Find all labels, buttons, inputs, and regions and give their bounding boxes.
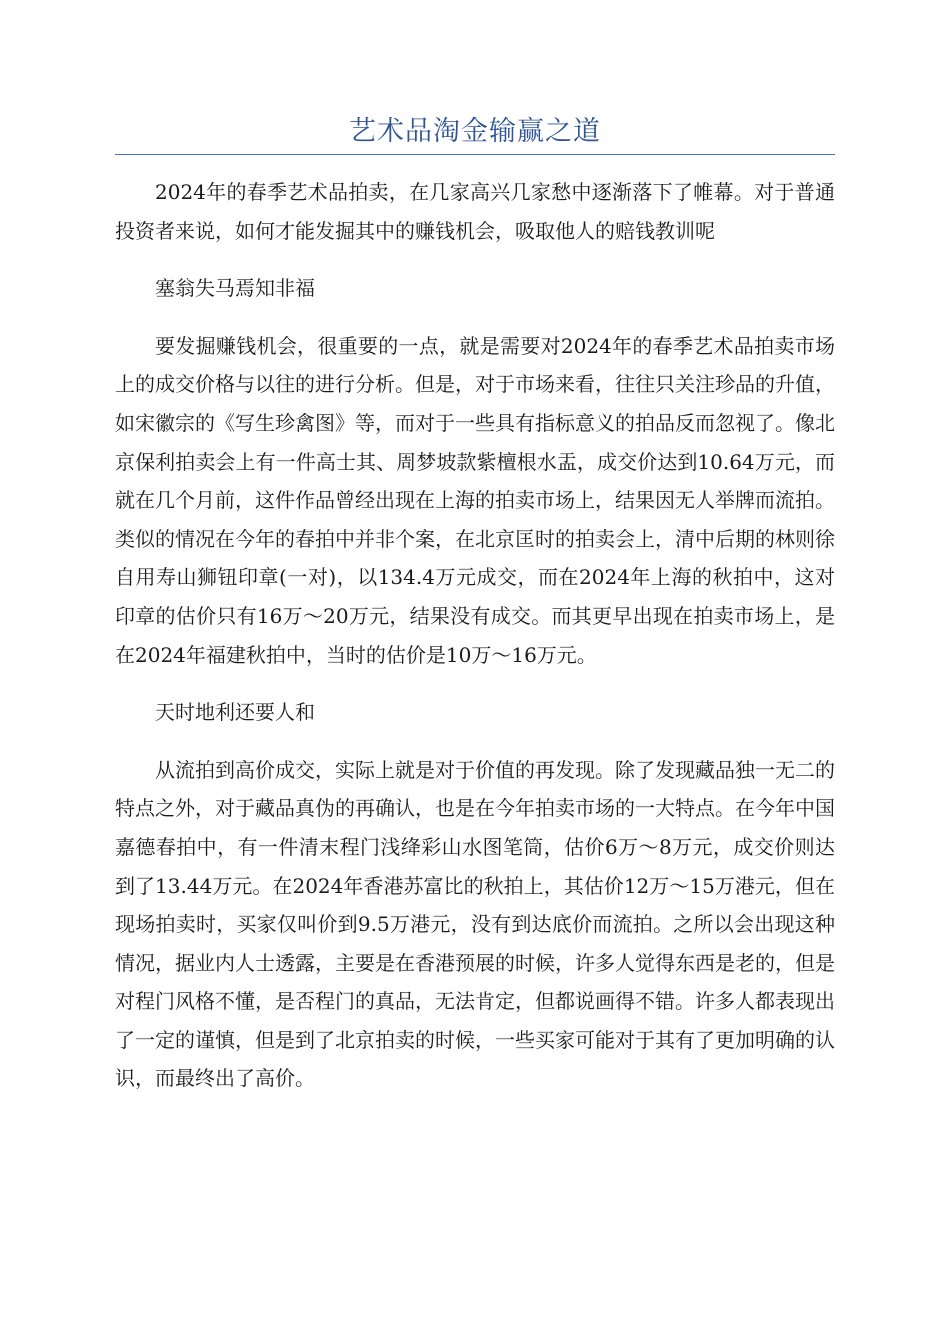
paragraph-body-2: 从流拍到高价成交，实际上就是对于价值的再发现。除了发现藏品独一无二的特点之外，对于藏品真伪的再确认，也是在今年拍卖市场的一大特点。在今年中国嘉德春拍中，有一件清末程门浅绛彩山水图笔筒，估价6万～8万元，成交价则达到了13.44万元。在2024年香港苏富比的秋拍上，其估价12万～15万港元，但在现场拍卖时，买家仅叫价到9.5万港元，没有到达底价而流拍。之所以会出现这种情况，据业内人士透露，主要是在香港预展的时候，许多人觉得东西是老的，但是对程门风格不懂，是否程门的真品，无法肯定，但都说画得不错。许多人都表现出了一定的谨慎，但是到了北京拍卖的时候，一些买家可能对于其有了更加明确的认识，而最终出了高价。 <box>115 757 835 1091</box>
section-heading-1: 塞翁失马焉知非福 <box>155 276 315 301</box>
paragraph-intro: 2024年的春季艺术品拍卖，在几家高兴几家愁中逐渐落下了帷幕。对于普通投资者来说，如何才能发掘其中的赚钱机会，吸取他人的赔钱教训呢 <box>115 180 835 243</box>
document-title: 艺术品淘金输赢之道 <box>349 116 601 147</box>
paragraph-body-1: 要发掘赚钱机会，很重要的一点，就是需要对2024年的春季艺术品拍卖市场上的成交价格与以往的进行分析。但是，对于市场来看，往往只关注珍品的升值，如宋徽宗的《写生珍禽图》等，而对于一些具有指标意义的拍品反而忽视了。像北京保利拍卖会上有一件高士其、周梦坡款紫檀根水盂，成交价达到10.64万元，而就在几个月前，这件作品曾经出现在上海的拍卖市场上，结果因无人举牌而流拍。类似的情况在今年的春拍中并非个案，在北京匡时的拍卖会上，清中后期的林则徐自用寿山狮钮印章(一对)，以134.4万元成交，而在2024年上海的秋拍中，这对印章的估价只有16万～20万元，结果没有成交。而其更早出现在拍卖市场上，是在2024年福建秋拍中，当时的估价是10万～16万元。 <box>115 333 835 667</box>
paragraph-gap <box>115 732 835 751</box>
title-underline <box>115 154 835 155</box>
paragraph-gap <box>115 308 835 327</box>
paragraph-gap <box>115 674 835 693</box>
document-body <box>115 173 835 1098</box>
paragraph-gap <box>115 250 835 269</box>
section-heading-2: 天时地利还要人和 <box>155 700 315 725</box>
